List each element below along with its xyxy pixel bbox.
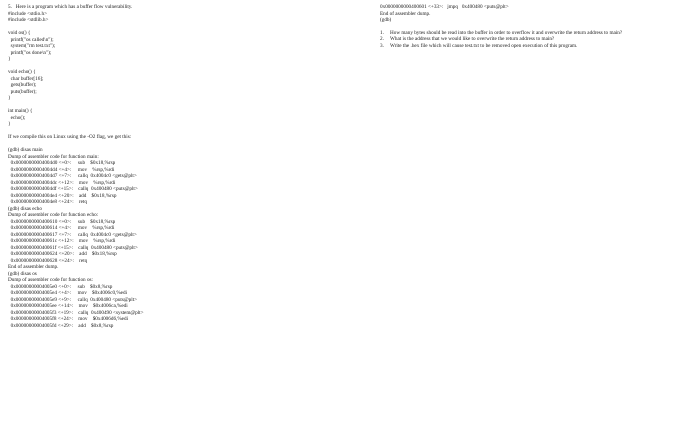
text-line: 0x00000000004004e8 <+24>: retq [8, 199, 87, 205]
text-line: 0x00000000004005e9 <+9>: callq 0x400480 <puts@plt> [8, 296, 138, 303]
text-line: 0x000000000040061f <+15>: callq 0x400480 <puts@plt> [8, 244, 138, 251]
code-listing [8, 4, 338, 329]
text-line: 0x000000000040061c <+12>: mov %rsp,%rdi [8, 238, 116, 244]
text-line: char buffer[16]; [8, 75, 44, 82]
text-line: 0x0000000000400614 <+4>: mov %rsp,%rdi [8, 225, 115, 231]
text-line: printf("os done\n"); [8, 49, 52, 56]
text-line: 0x00000000004004d4 <+4>: mov %rsp,%rdi [8, 166, 115, 173]
text-line: 0x00000000004005e0 <+0>: sub $0x8,%rsp [8, 283, 113, 290]
text-line: 0x00000000004005f3 <+19>: callq 0x400490 <system@plt> [8, 309, 144, 316]
text-line: echo(); [8, 114, 26, 121]
text-line: (gdb) disas main [8, 147, 43, 153]
left-column [8, 4, 338, 329]
text-line: Dump of assembler code for function os: [8, 277, 93, 283]
text-line: puts(buffer); [8, 88, 37, 95]
text-line: If we compile this on Linux using the -O2 flag, we get this: [8, 134, 132, 140]
text-line: void os() { [8, 30, 31, 36]
text-line: 0x00000000004004d7 <+7>: callq 0x4004c0 <gets@plt> [8, 173, 137, 179]
text-line: } [8, 56, 11, 62]
text-line: gets(buffer); [8, 82, 37, 88]
text-line: 0x0000000000400628 <+24>: retq [8, 257, 88, 264]
text-line: End of assembler dump. [380, 10, 431, 17]
question-number: 3. [380, 42, 384, 49]
text-line: void echo() { [8, 69, 36, 75]
question-text: What is the address that we would like to overwrite the return address to main? [390, 36, 555, 42]
text-line: int main() { [8, 108, 33, 114]
assembler-tail [380, 4, 690, 24]
text-line: #include <stdio.h> [8, 10, 47, 17]
text-line: 0x00000000004004dc <+12>: mov %rsp,%rdi [8, 179, 116, 186]
text-line: } [8, 121, 11, 127]
text-line: 5. Here is a program which has a buffer flow vulnerability. [8, 4, 133, 10]
text-line: Dump of assembler code for function main: [8, 153, 99, 160]
text-line: 0x00000000004005ee <+14>: mov $0x4006ca,%edi [8, 303, 128, 309]
text-line: 0x00000000004005fd <+29>: add $0x8,%rsp [8, 322, 114, 329]
text-line: #include <stdlib.h> [8, 17, 49, 23]
question-list [380, 30, 690, 50]
text-line: 0x00000000004004df <+15>: callq 0x400480 <puts@plt> [8, 186, 138, 192]
text-line: (gdb) [380, 17, 392, 23]
question-text: How many bytes should be read into the buffer in order to overflow it and overwrite the return address to main? [390, 29, 623, 36]
text-line: 0x00000000004005f8 <+24>: mov $0x4006d6,%edi [8, 316, 129, 322]
question-number: 2. [380, 36, 384, 42]
text-line: 0x00000000004004e4 <+20>: add $0x18,%rsp [8, 192, 117, 199]
text-line: Dump of assembler code for function echo: [8, 212, 99, 218]
text-line: (gdb) disas echo [8, 205, 42, 212]
question-text: Write the .hex file which will cause test.txt to be removed open execution of this program. [390, 42, 578, 49]
right-column [380, 4, 690, 49]
text-line: } [8, 95, 11, 101]
text-line: 0x00000000004004d0 <+0>: sub $0x18,%rsp [8, 160, 116, 166]
text-line: 0x00000000004005e4 <+4>: mov $0x4006c0,%edi [8, 290, 128, 296]
text-line: 0x0000000000400601 <+33>: jmpq 0x400480 <puts@plt> [380, 4, 509, 10]
text-line: 0x0000000000400617 <+7>: callq 0x4004c0 <gets@plt> [8, 231, 137, 238]
text-line: printf("os called\n"); [8, 36, 54, 43]
text-line: 0x0000000000400624 <+20>: add $0x18,%rsp [8, 251, 117, 257]
question-item [380, 43, 690, 50]
question-number: 1. [380, 29, 384, 36]
text-line: 0x0000000000400610 <+0>: sub $0x18,%rsp [8, 218, 116, 225]
text-line: system("rm test.txt"); [8, 43, 56, 49]
text-line: (gdb) disas os [8, 270, 37, 277]
text-line: End of assembler dump. [8, 264, 59, 270]
